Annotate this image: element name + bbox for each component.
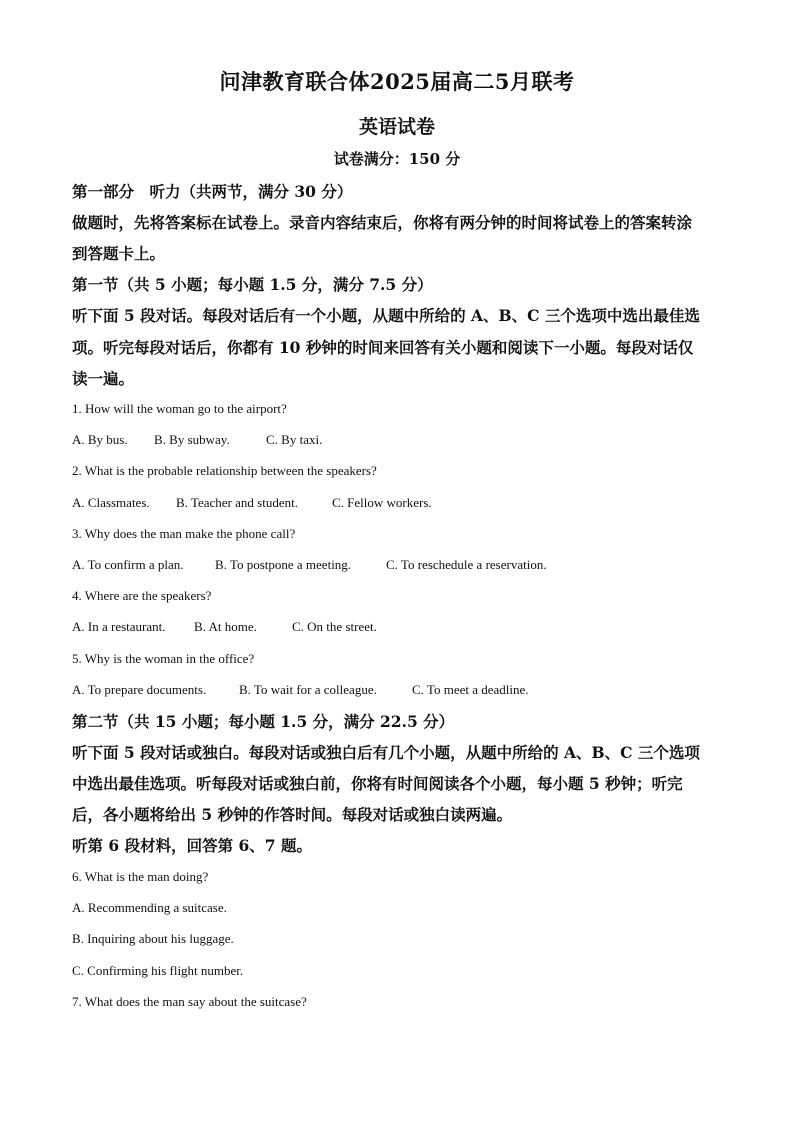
question-7-stem: 7. What does the man say about the suitcase? bbox=[72, 994, 307, 1009]
question-2-stem: 2. What is the probable relationship between the speakers? bbox=[72, 463, 377, 478]
question-4-options bbox=[72, 617, 732, 637]
question-4-option-a: A. In a restaurant. bbox=[72, 619, 166, 634]
exam-title: 问津教育联合体2025届高二5月联考 bbox=[219, 69, 575, 94]
question-5-options bbox=[72, 680, 732, 700]
question-3-option-b: B. To postpone a meeting. bbox=[215, 557, 352, 572]
part1-heading: 第一部分 听力（共两节，满分 30 分） bbox=[72, 182, 353, 201]
section1-instruction-line2: 项。听完每段对话后，你都有 10 秒钟的时间来回答有关小题和阅读下一小题。每段对话仅 bbox=[72, 338, 694, 357]
question-6-option-b: B. Inquiring about his luggage. bbox=[72, 931, 234, 946]
section2-instruction-line3: 后，各小题将给出 5 秒钟的作答时间。每段对话或独白读两遍。 bbox=[72, 805, 513, 824]
question-4-option-c: C. On the street. bbox=[292, 619, 377, 634]
question-1-option-a: A. By bus. bbox=[72, 432, 128, 447]
question-5-option-a: A. To prepare documents. bbox=[72, 682, 207, 697]
section2-instruction-line1: 听下面 5 段对话或独白。每段对话或独白后有几个小题，从题中所给的 A、B、C 三个选项 bbox=[72, 743, 700, 762]
question-4-stem: 4. Where are the speakers? bbox=[72, 588, 212, 603]
section2-heading: 第二节（共 15 小题；每小题 1.5 分，满分 22.5 分） bbox=[72, 712, 455, 731]
material-6-heading: 听第 6 段材料，回答第 6、7 题。 bbox=[72, 836, 312, 855]
section1-instruction-line1: 听下面 5 段对话。每段对话后有一个小题，从题中所给的 A、B、C 三个选项中选出最佳选 bbox=[72, 306, 700, 325]
question-1-stem: 1. How will the woman go to the airport? bbox=[72, 401, 287, 416]
section1-heading: 第一节（共 5 小题；每小题 1.5 分，满分 7.5 分） bbox=[72, 275, 433, 294]
part1-instruction-line2: 到答题卡上。 bbox=[72, 244, 166, 263]
question-2-options bbox=[72, 493, 732, 513]
question-4-option-b: B. At home. bbox=[194, 619, 257, 634]
question-6-stem: 6. What is the man doing? bbox=[72, 869, 209, 884]
question-3-option-a: A. To confirm a plan. bbox=[72, 557, 184, 572]
question-6-option-a: A. Recommending a suitcase. bbox=[72, 900, 227, 915]
question-3-options bbox=[72, 555, 732, 575]
section2-instruction-line2: 中选出最佳选项。听每段对话或独白前，你将有时间阅读各个小题，每小题 5 秒钟；听完 bbox=[72, 774, 683, 793]
question-1-option-b: B. By subway. bbox=[154, 432, 230, 447]
question-2-option-c: C. Fellow workers. bbox=[332, 495, 432, 510]
question-1-options bbox=[72, 430, 732, 450]
section1-instruction-line3: 读一遍。 bbox=[72, 369, 135, 388]
question-3-option-c: C. To reschedule a reservation. bbox=[386, 557, 547, 572]
question-3-stem: 3. Why does the man make the phone call? bbox=[72, 526, 296, 541]
question-1-option-c: C. By taxi. bbox=[266, 432, 323, 447]
question-5-option-b: B. To wait for a colleague. bbox=[239, 682, 377, 697]
question-2-option-a: A. Classmates. bbox=[72, 495, 150, 510]
question-6-option-c: C. Confirming his flight number. bbox=[72, 963, 244, 978]
exam-score-line: 试卷满分：150 分 bbox=[333, 150, 461, 168]
question-5-stem: 5. Why is the woman in the office? bbox=[72, 651, 255, 666]
question-5-option-c: C. To meet a deadline. bbox=[412, 682, 529, 697]
question-2-option-b: B. Teacher and student. bbox=[176, 495, 298, 510]
exam-subject: 英语试卷 bbox=[358, 116, 435, 138]
part1-instruction-line1: 做题时，先将答案标在试卷上。录音内容结束后，你将有两分钟的时间将试卷上的答案转涂 bbox=[72, 213, 693, 232]
